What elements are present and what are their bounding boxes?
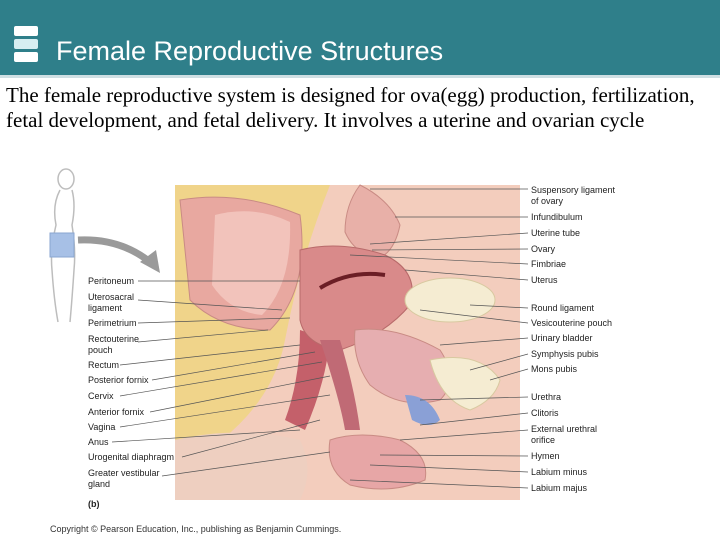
label-greater-vestibular: Greater vestibular bbox=[88, 468, 160, 478]
arrow-icon bbox=[78, 240, 150, 262]
label-perimetrium: Perimetrium bbox=[88, 318, 137, 328]
panel-label: (b) bbox=[88, 499, 100, 509]
label-anus: Anus bbox=[88, 437, 109, 447]
label-hymen: Hymen bbox=[531, 451, 560, 461]
label-greater-vestibular-gland: gland bbox=[88, 479, 111, 489]
slide-body-text: The female reproductive system is designed for ova(egg) production, fertilization, fetal development, and fetal delivery. It involves a uterine and ovarian cycle bbox=[6, 83, 695, 132]
label-uterus: Uterus bbox=[531, 275, 558, 285]
label-clitoris: Clitoris bbox=[531, 408, 559, 418]
header-rule bbox=[0, 75, 720, 78]
label-anterior-fornix: Anterior fornix bbox=[88, 407, 145, 417]
label-peritoneum: Peritoneum bbox=[88, 276, 135, 286]
label-vesicouterine-pouch: Vesicouterine pouch bbox=[531, 318, 613, 328]
label-uterosacral: Uterosacral bbox=[88, 292, 135, 302]
label-urogenital-diaphragm: Urogenital diaphragm bbox=[88, 452, 175, 462]
label-rectouterine: Rectouterine bbox=[88, 334, 140, 344]
label-uterosacral-ligament: ligament bbox=[88, 303, 123, 313]
pelvis-highlight bbox=[50, 233, 74, 257]
label-posterior-fornix: Posterior fornix bbox=[88, 375, 149, 385]
label-labium-minus: Labium minus bbox=[531, 467, 588, 477]
label-suspensory-ligament-of-ovary: of ovary bbox=[531, 196, 564, 206]
slide-title: Female Reproductive Structures bbox=[56, 36, 444, 66]
logo-icon bbox=[14, 26, 38, 66]
label-vagina: Vagina bbox=[88, 422, 116, 432]
label-ovary: Ovary bbox=[531, 244, 556, 254]
label-round-ligament: Round ligament bbox=[531, 303, 595, 313]
label-external-urethral: External urethral bbox=[531, 424, 598, 434]
label-symphysis-pubis: Symphysis pubis bbox=[531, 349, 599, 359]
label-urethra: Urethra bbox=[531, 392, 562, 402]
label-external-urethral-orifice: orifice bbox=[531, 435, 556, 445]
slide-header bbox=[0, 0, 720, 75]
copyright-notice: Copyright © Pearson Education, Inc., publishing as Benjamin Cummings. bbox=[50, 524, 342, 534]
label-uterine-tube: Uterine tube bbox=[531, 228, 581, 238]
label-suspensory-ligament: Suspensory ligament bbox=[531, 185, 616, 195]
label-rectum: Rectum bbox=[88, 360, 120, 370]
label-labium-majus: Labium majus bbox=[531, 483, 588, 493]
label-cervix: Cervix bbox=[88, 391, 114, 401]
label-infundibulum: Infundibulum bbox=[531, 212, 583, 222]
label-fimbriae: Fimbriae bbox=[531, 259, 567, 269]
label-mons-pubis: Mons pubis bbox=[531, 364, 578, 374]
label-rectouterine-pouch: pouch bbox=[88, 345, 113, 355]
label-urinary-bladder: Urinary bladder bbox=[531, 333, 593, 343]
